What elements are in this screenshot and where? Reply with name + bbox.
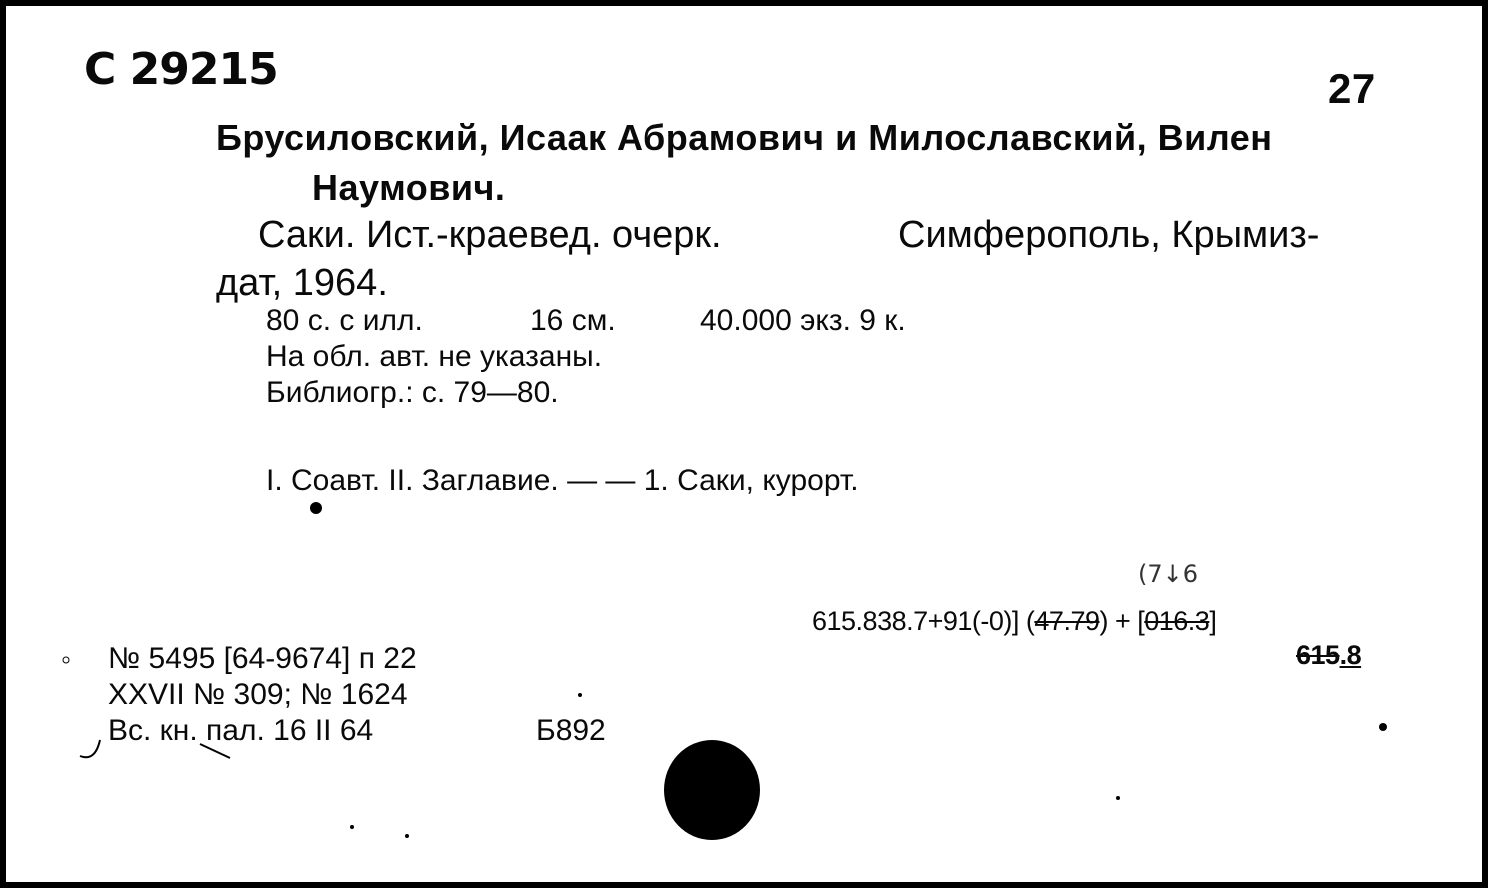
chamber-line-3: Вс. кн. пал. 16 II 64 [108,714,374,747]
imprint-line-1: Симферополь, Крымиз- [898,214,1320,256]
collation-copies: 40.000 экз. 9 к. [700,304,906,337]
classification-main: 615.838.7+91(-0)] ( [812,606,1035,636]
classification-line [812,608,1216,635]
classification-struck-1: 47.79 [1034,606,1100,636]
classification-second-struck: 615 [1296,640,1340,670]
classification-mid: ) + [ [1099,606,1145,636]
collation-pages: 80 с. с илл. [266,304,423,337]
chamber-line-2: XXVII № 309; № 1624 [108,678,408,711]
title-line-2: дат, 1964. [216,262,388,304]
author-line-2: Наумович. [312,167,506,208]
handwritten-annotation: (7↓6 [1138,560,1199,588]
chamber-code: Б892 [536,714,606,747]
classification-struck-2: 016.3 [1144,606,1210,636]
title-line-1: Саки. Ист.-краевед. очерк. [258,214,722,256]
collation-size: 16 см. [530,304,616,337]
classification-second [1296,642,1361,669]
author-line-1: Брусиловский, Исаак Абрамович и Милославский, Вилен [216,117,1273,158]
punch-hole [664,740,760,840]
card-number: 27 [1328,65,1376,112]
inventory-number: С 29215 [84,44,278,95]
classification-second-rest: .8 [1339,640,1362,670]
note-1: На обл. авт. не указаны. [266,340,603,373]
chamber-line-1: № 5495 [64-9674] п 22 [108,642,417,675]
classification-end: ] [1209,606,1217,636]
note-2: Библиогр.: с. 79—80. [266,376,559,409]
tracings: I. Соавт. II. Заглавие. — — 1. Саки, курорт. [266,464,859,497]
